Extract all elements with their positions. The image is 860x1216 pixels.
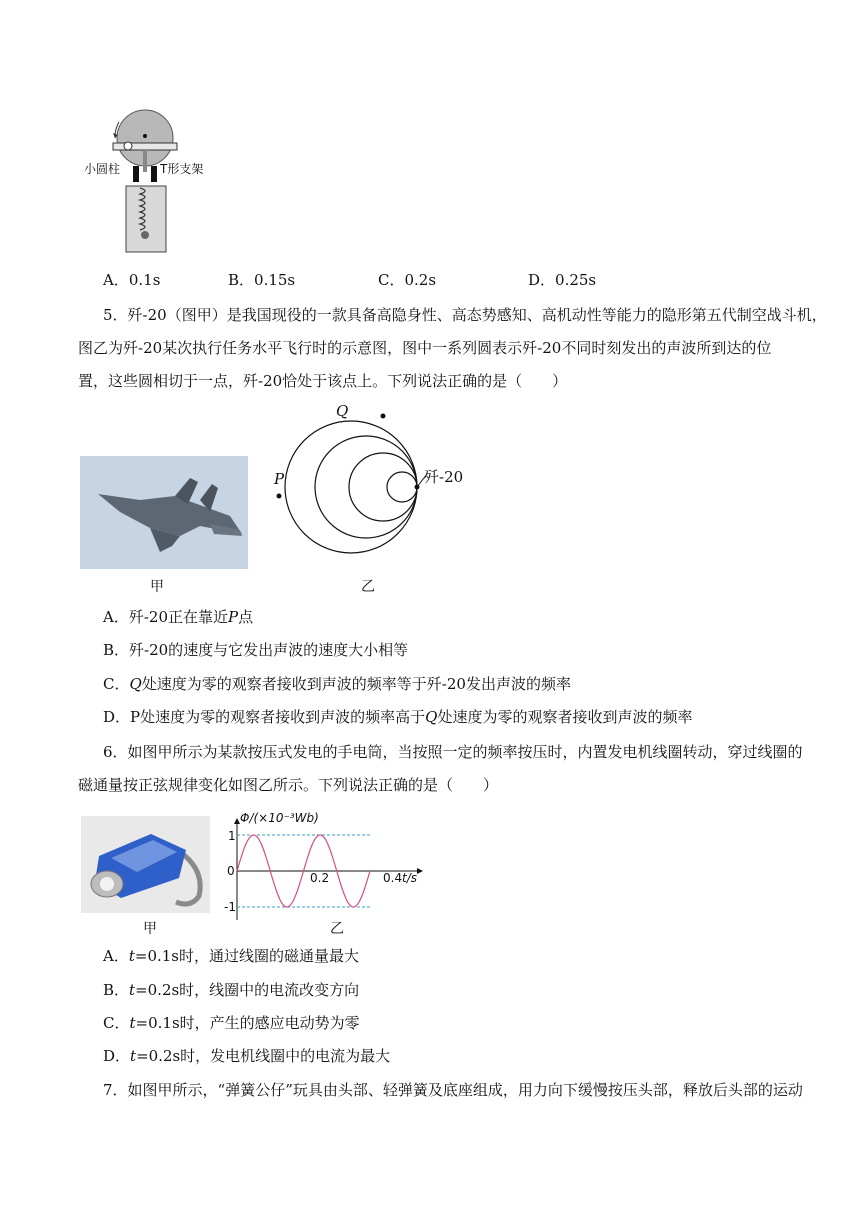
- q5-option-a: A．歼-20正在靠近P点: [103, 608, 254, 626]
- chart-ylabel: Φ/(×10⁻³Wb): [240, 811, 319, 825]
- q5-caption-left: 甲: [150, 579, 164, 595]
- sound-wave-circles-diagram: [265, 400, 485, 580]
- q5-stem-line-3: 置，这些圆相切于一点，歼-20恰处于该点上。下列说法正确的是（ ）: [78, 372, 568, 390]
- tick-x-04: 0.4: [383, 871, 403, 885]
- q6-stem-line-1: 6．如图甲所示为某款按压式发电的手电筒，当按照一定的频率按压时，内置发电机线圈转动，穿过线圈的: [103, 743, 803, 761]
- flux-time-chart: [224, 812, 424, 927]
- q7-stem-line-1: 7．如图甲所示，“弹簧公仔”玩具由头部、轻弹簧及底座组成，用力向下缓慢按压头部，释放后头部的运动: [103, 1081, 803, 1099]
- q4-option-d: D．0.25s: [528, 271, 597, 289]
- q5-option-c: C．Q处速度为零的观察者接收到声波的频率等于歼-20发出声波的频率: [103, 675, 571, 693]
- q6-caption-right: 乙: [330, 921, 344, 937]
- tick-y-zero: 0: [227, 864, 235, 878]
- tick-y-bottom: -1: [224, 900, 236, 914]
- small-cylinder-label: 小圆柱: [84, 162, 121, 176]
- j20-jet-photo: [80, 456, 248, 569]
- point-p-label: P: [274, 470, 285, 488]
- q6-stem-line-2: 磁通量按正弦规律变化如图乙所示。下列说法正确的是（ ）: [78, 776, 499, 794]
- q4-option-b: B．0.15s: [228, 271, 296, 289]
- q6-option-c: C．t=0.1s时，产生的感应电动势为零: [103, 1014, 360, 1032]
- q6-caption-left: 甲: [143, 921, 157, 937]
- jet-label: 歼-20: [424, 468, 464, 486]
- q6-option-b: B．t=0.2s时，线圈中的电流改变方向: [103, 981, 360, 999]
- q6-option-a: A．t=0.1s时，通过线圈的磁通量最大: [103, 947, 359, 965]
- chart-xlabel: t/s: [402, 871, 417, 885]
- t-bracket-label: T形支架: [160, 162, 204, 176]
- point-q-label: Q: [336, 402, 349, 420]
- q4-option-a: A．0.1s: [103, 271, 161, 289]
- flashlight-photo: [81, 816, 210, 913]
- tick-x-02: 0.2: [310, 871, 330, 885]
- q5-stem-line-2: 图乙为歼-20某次执行任务水平飞行时的示意图，图中一系列圆表示歼-20不同时刻发出的声波所到达的位: [78, 339, 772, 357]
- q5-caption-right: 乙: [361, 579, 375, 595]
- q4-apparatus-figure: [85, 108, 215, 258]
- q6-option-d: D．t=0.2s时，发电机线圈中的电流为最大: [103, 1047, 391, 1065]
- q5-stem-line-1: 5．歼-20（图甲）是我国现役的一款具备高隐身性、高态势感知、高机动性等能力的隐形第五代制空战斗机，: [103, 306, 827, 324]
- q4-option-c: C．0.2s: [378, 271, 437, 289]
- q5-option-d: D．P处速度为零的观察者接收到声波的频率高于Q处速度为零的观察者接收到声波的频率: [103, 708, 693, 726]
- tick-y-top: 1: [228, 829, 236, 843]
- q5-option-b: B．歼-20的速度与它发出声波的速度大小相等: [103, 641, 409, 659]
